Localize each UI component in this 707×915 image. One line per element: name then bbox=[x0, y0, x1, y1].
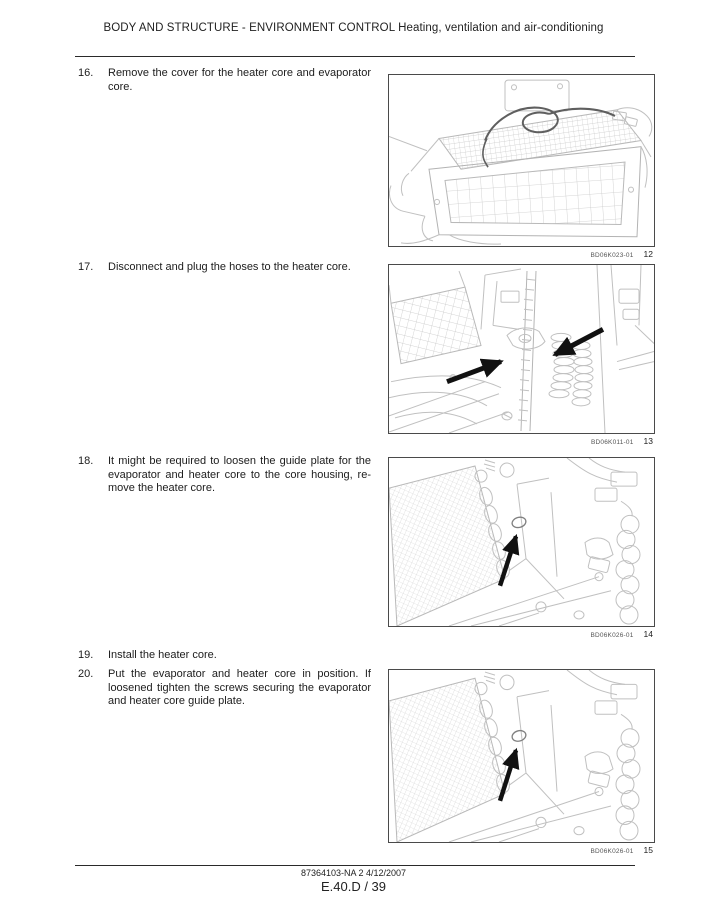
figure-code: BD06K026-01 bbox=[590, 848, 634, 855]
step-text: Install the heater core. bbox=[108, 649, 217, 661]
header-divider bbox=[75, 56, 635, 57]
step-number: 20. bbox=[78, 668, 94, 680]
figure bbox=[388, 457, 655, 639]
figure bbox=[388, 74, 655, 259]
heater-cover-drawing bbox=[389, 75, 654, 246]
figure-illustration bbox=[388, 264, 655, 434]
step-number: 19. bbox=[78, 649, 94, 661]
hose-connection-drawing bbox=[389, 265, 654, 433]
step-text: Put the evaporator and heater core in position. If loosened tighten the screws securing the evaporator and heater core guide plate. bbox=[108, 668, 371, 707]
step-number: 17. bbox=[78, 261, 94, 273]
figure-illustration bbox=[388, 74, 655, 247]
instruction-step bbox=[78, 649, 372, 663]
figure-number: 15 bbox=[643, 845, 653, 855]
step-text: Disconnect and plug the hoses to the heater core. bbox=[108, 261, 351, 273]
figure-number: 14 bbox=[643, 629, 653, 639]
footer-divider bbox=[75, 865, 635, 866]
step-number: 16. bbox=[78, 67, 94, 79]
instruction-step bbox=[78, 67, 372, 94]
figure-code: BD06K023-01 bbox=[590, 252, 634, 259]
footer-document-reference: 87364103-NA 2 4/12/2007 bbox=[300, 868, 407, 878]
figure-illustration bbox=[388, 669, 655, 843]
figure-caption bbox=[388, 629, 655, 639]
figure-code: BD06K011-01 bbox=[590, 439, 634, 446]
figure-caption bbox=[388, 845, 655, 855]
page-header-title: BODY AND STRUCTURE - ENVIRONMENT CONTROL Heating, ventilation and air-conditioning bbox=[103, 22, 604, 34]
footer-page-reference: E.40.D / 39 bbox=[320, 879, 387, 894]
figure-caption bbox=[388, 249, 655, 259]
figure-number: 13 bbox=[643, 436, 653, 446]
figure-code: BD06K026-01 bbox=[590, 632, 634, 639]
step-number: 18. bbox=[78, 455, 94, 467]
heater-core-drawing bbox=[389, 458, 654, 626]
figure-number: 12 bbox=[643, 249, 653, 259]
figure-caption bbox=[388, 436, 655, 446]
instruction-step bbox=[78, 261, 372, 275]
figure bbox=[388, 264, 655, 446]
step-text: It might be required to loosen the guide plate for the evaporator and heater core to the core housing, re- move the heater core. bbox=[108, 455, 371, 494]
instruction-step bbox=[78, 455, 372, 496]
figure-illustration bbox=[388, 457, 655, 627]
figure bbox=[388, 669, 655, 855]
step-text: Remove the cover for the heater core and evaporator core. bbox=[108, 67, 371, 93]
heater-core-drawing bbox=[389, 670, 654, 842]
instruction-step bbox=[78, 668, 372, 709]
